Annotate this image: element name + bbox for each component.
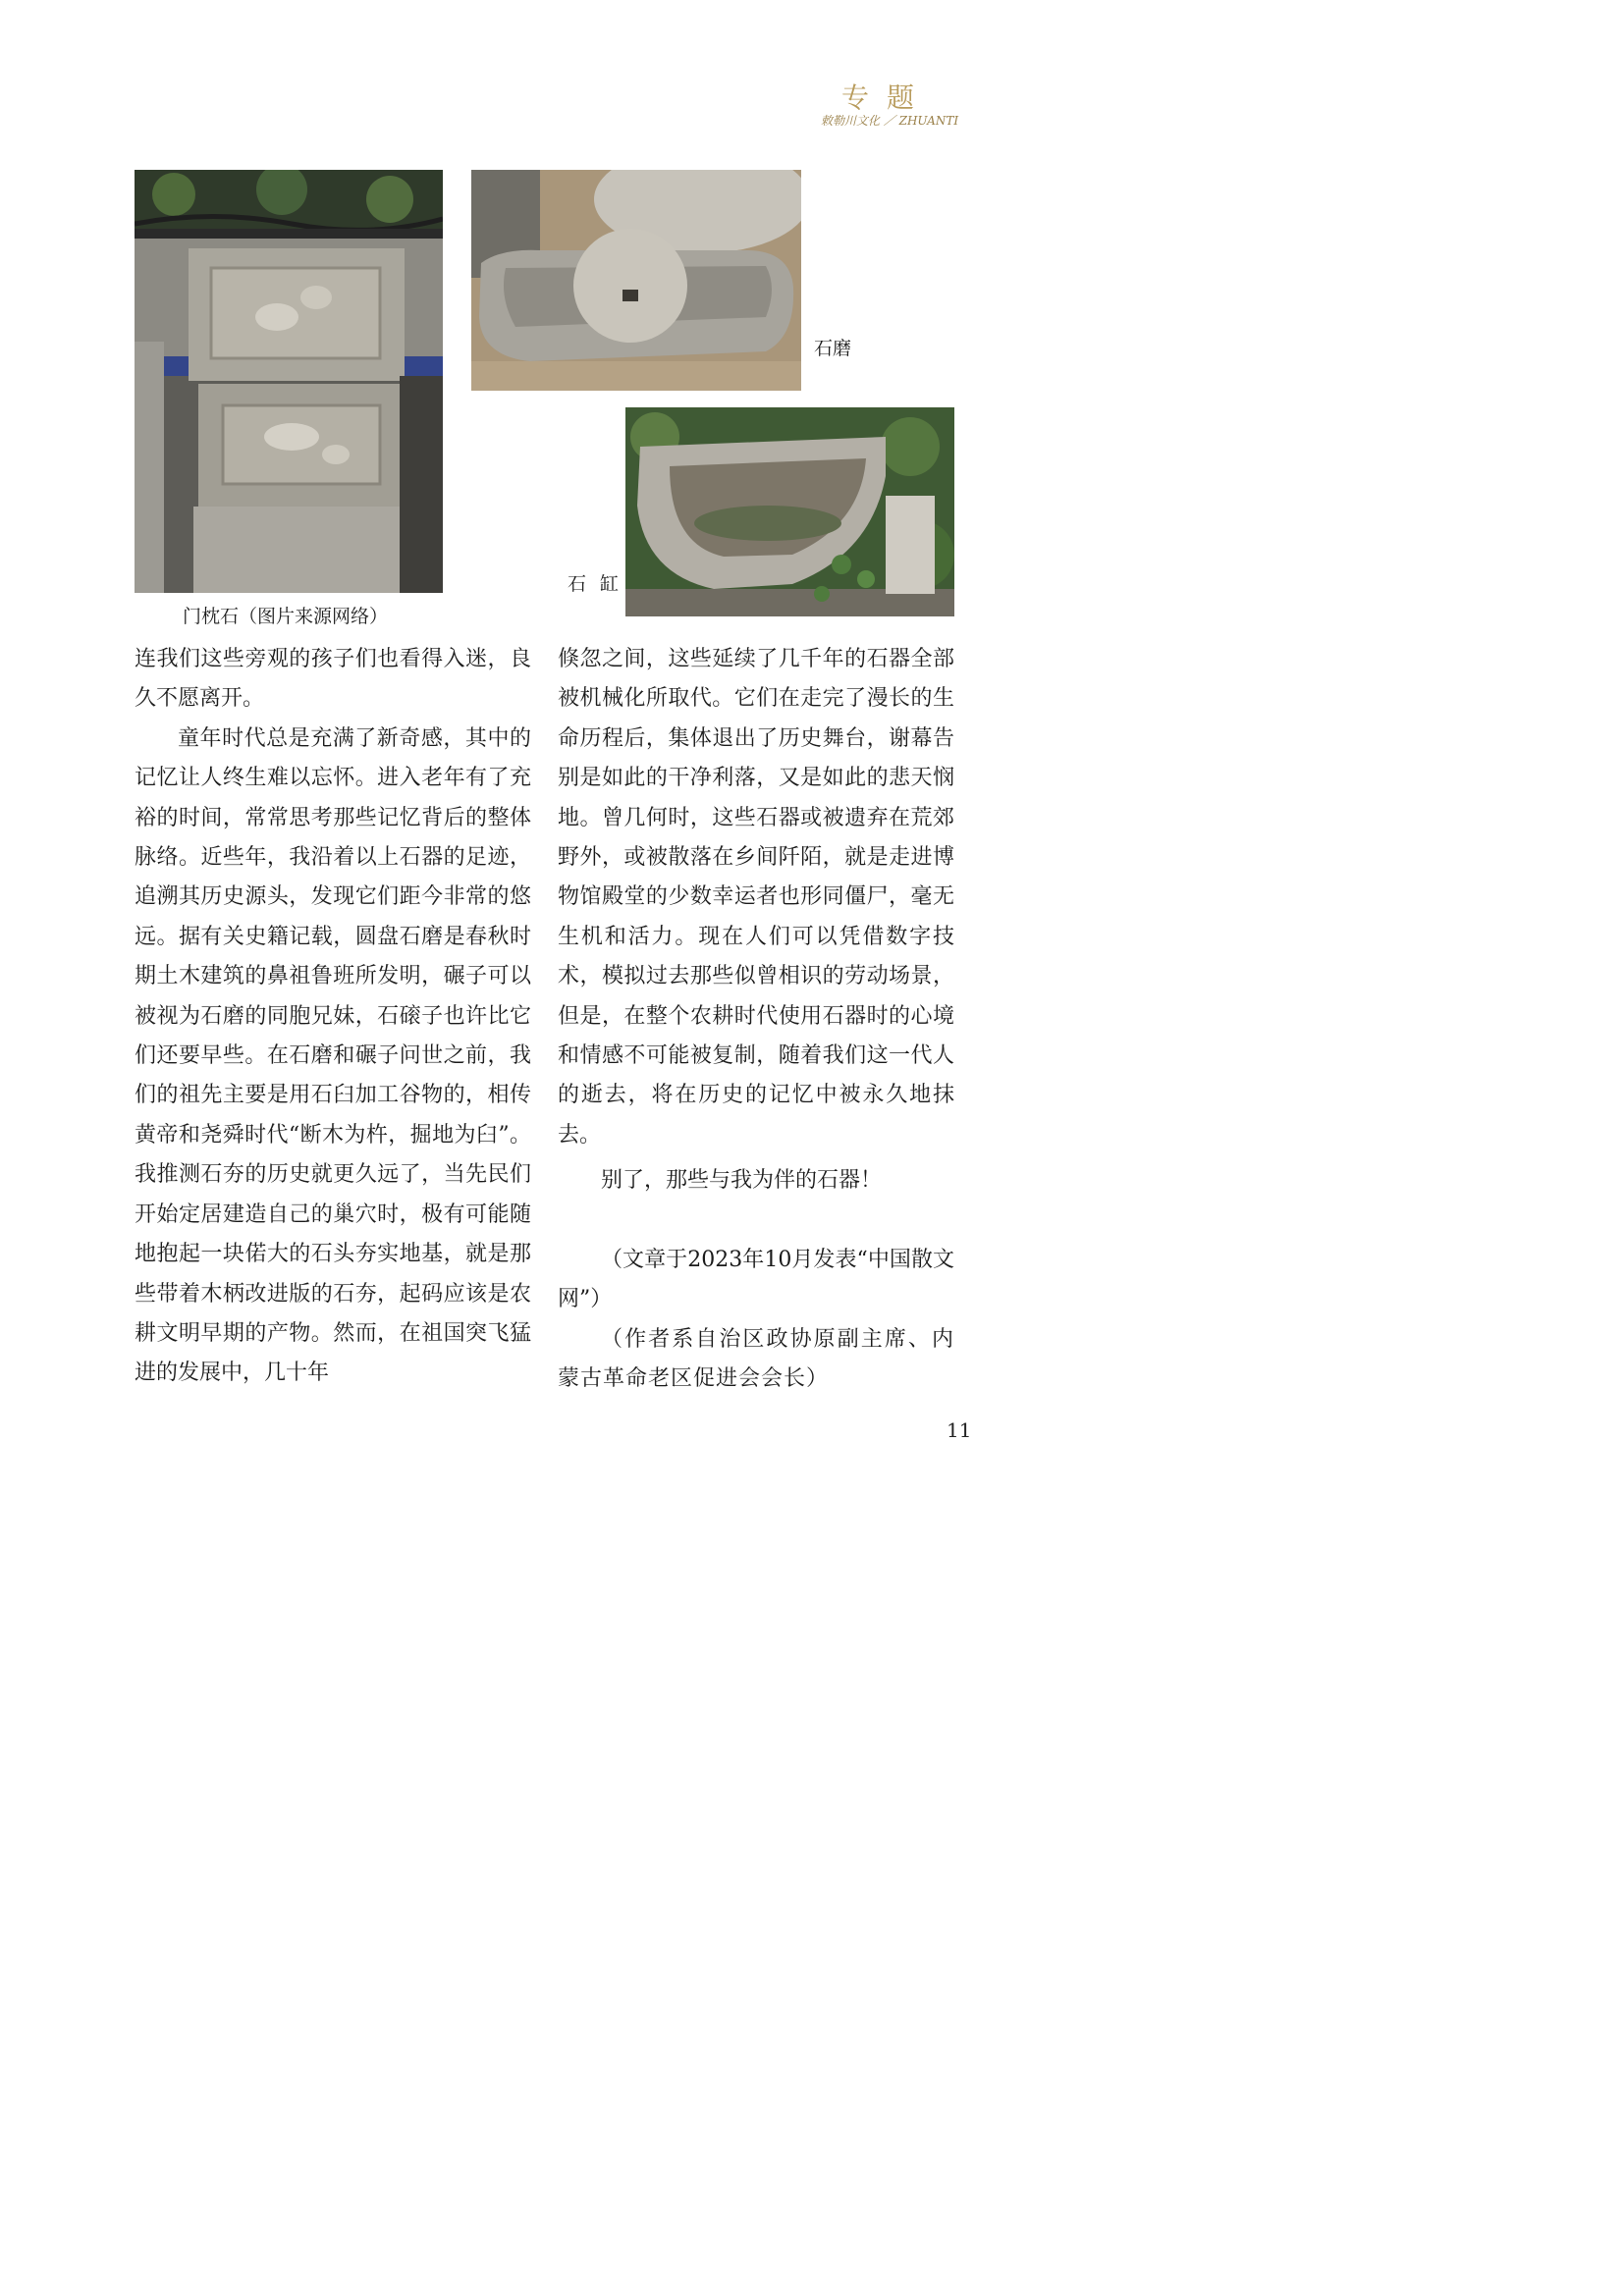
- door-stone-photo: [135, 170, 443, 593]
- section-title: 专题: [840, 81, 932, 114]
- left-paragraph-1: 连我们这些旁观的孩子们也看得入迷，良久不愿离开。: [135, 647, 531, 712]
- stone-vat-photo: [625, 407, 954, 616]
- page-number: 11: [947, 1418, 972, 1442]
- millstone-photo: [471, 170, 801, 391]
- publication-note: （文章于2023年10月发表“中国散文网”）: [558, 1247, 954, 1312]
- door-stone-caption: 门枕石（图片来源网络）: [183, 606, 389, 627]
- right-column: [558, 640, 954, 1399]
- section-subtitle: 敕勒川文化 ／ ZHUANTI: [821, 114, 959, 128]
- author-note: （作者系自治区政协原副主席、内蒙古革命老区促进会会长）: [558, 1326, 954, 1391]
- right-paragraph-1: 倏忽之间，这些延续了几千年的石器全部被机械化所取代。它们在走完了漫长的生命历程后，集体退出了历史舞台，谢幕告别是如此的干净利落，又是如此的悲天悯地。曾几何时，这些石器或被遗弃在荒郊野外，或被散落在乡间阡陌，就是走进博物馆殿堂的少数幸运者也形同僵尸，毫无生机和活力。现在人们可以凭借数字技术，模拟过去那些似曾相识的劳动场景，但是，在整个农耕时代使用石器时的心境和情感不可能被复制，随着我们这一代人的逝去，将在历史的记忆中被永久地抹去。: [558, 647, 954, 1148]
- left-paragraph-2: 童年时代总是充满了新奇感，其中的记忆让人终生难以忘怀。进入老年有了充裕的时间，常常思考那些记忆背后的整体脉络。近些年，我沿着以上石器的足迹，追溯其历史源头，发现它们距今非常的悠远。据有关史籍记载，圆盘石磨是春秋时期土木建筑的鼻祖鲁班所发明，碾子可以被视为石磨的同胞兄妹，石磙子也许比它们还要早些。在石磨和碾子问世之前，我们的祖先主要是用石臼加工谷物的，相传黄帝和尧舜时代“断木为杵，掘地为臼”。我推测石夯的历史就更久远了，当先民们开始定居建造自己的巢穴时，极有可能随地抱起一块偌大的石头夯实地基，就是那些带着木柄改进版的石夯，起码应该是农耕文明早期的产物。然而，在祖国突飞猛进的发展中，几十年: [135, 725, 531, 1386]
- farewell-line: 别了，那些与我为伴的石器！: [601, 1168, 883, 1194]
- millstone-caption: 石磨: [814, 338, 852, 359]
- left-column: [135, 640, 531, 1394]
- stone-vat-caption: 石 缸: [568, 573, 623, 595]
